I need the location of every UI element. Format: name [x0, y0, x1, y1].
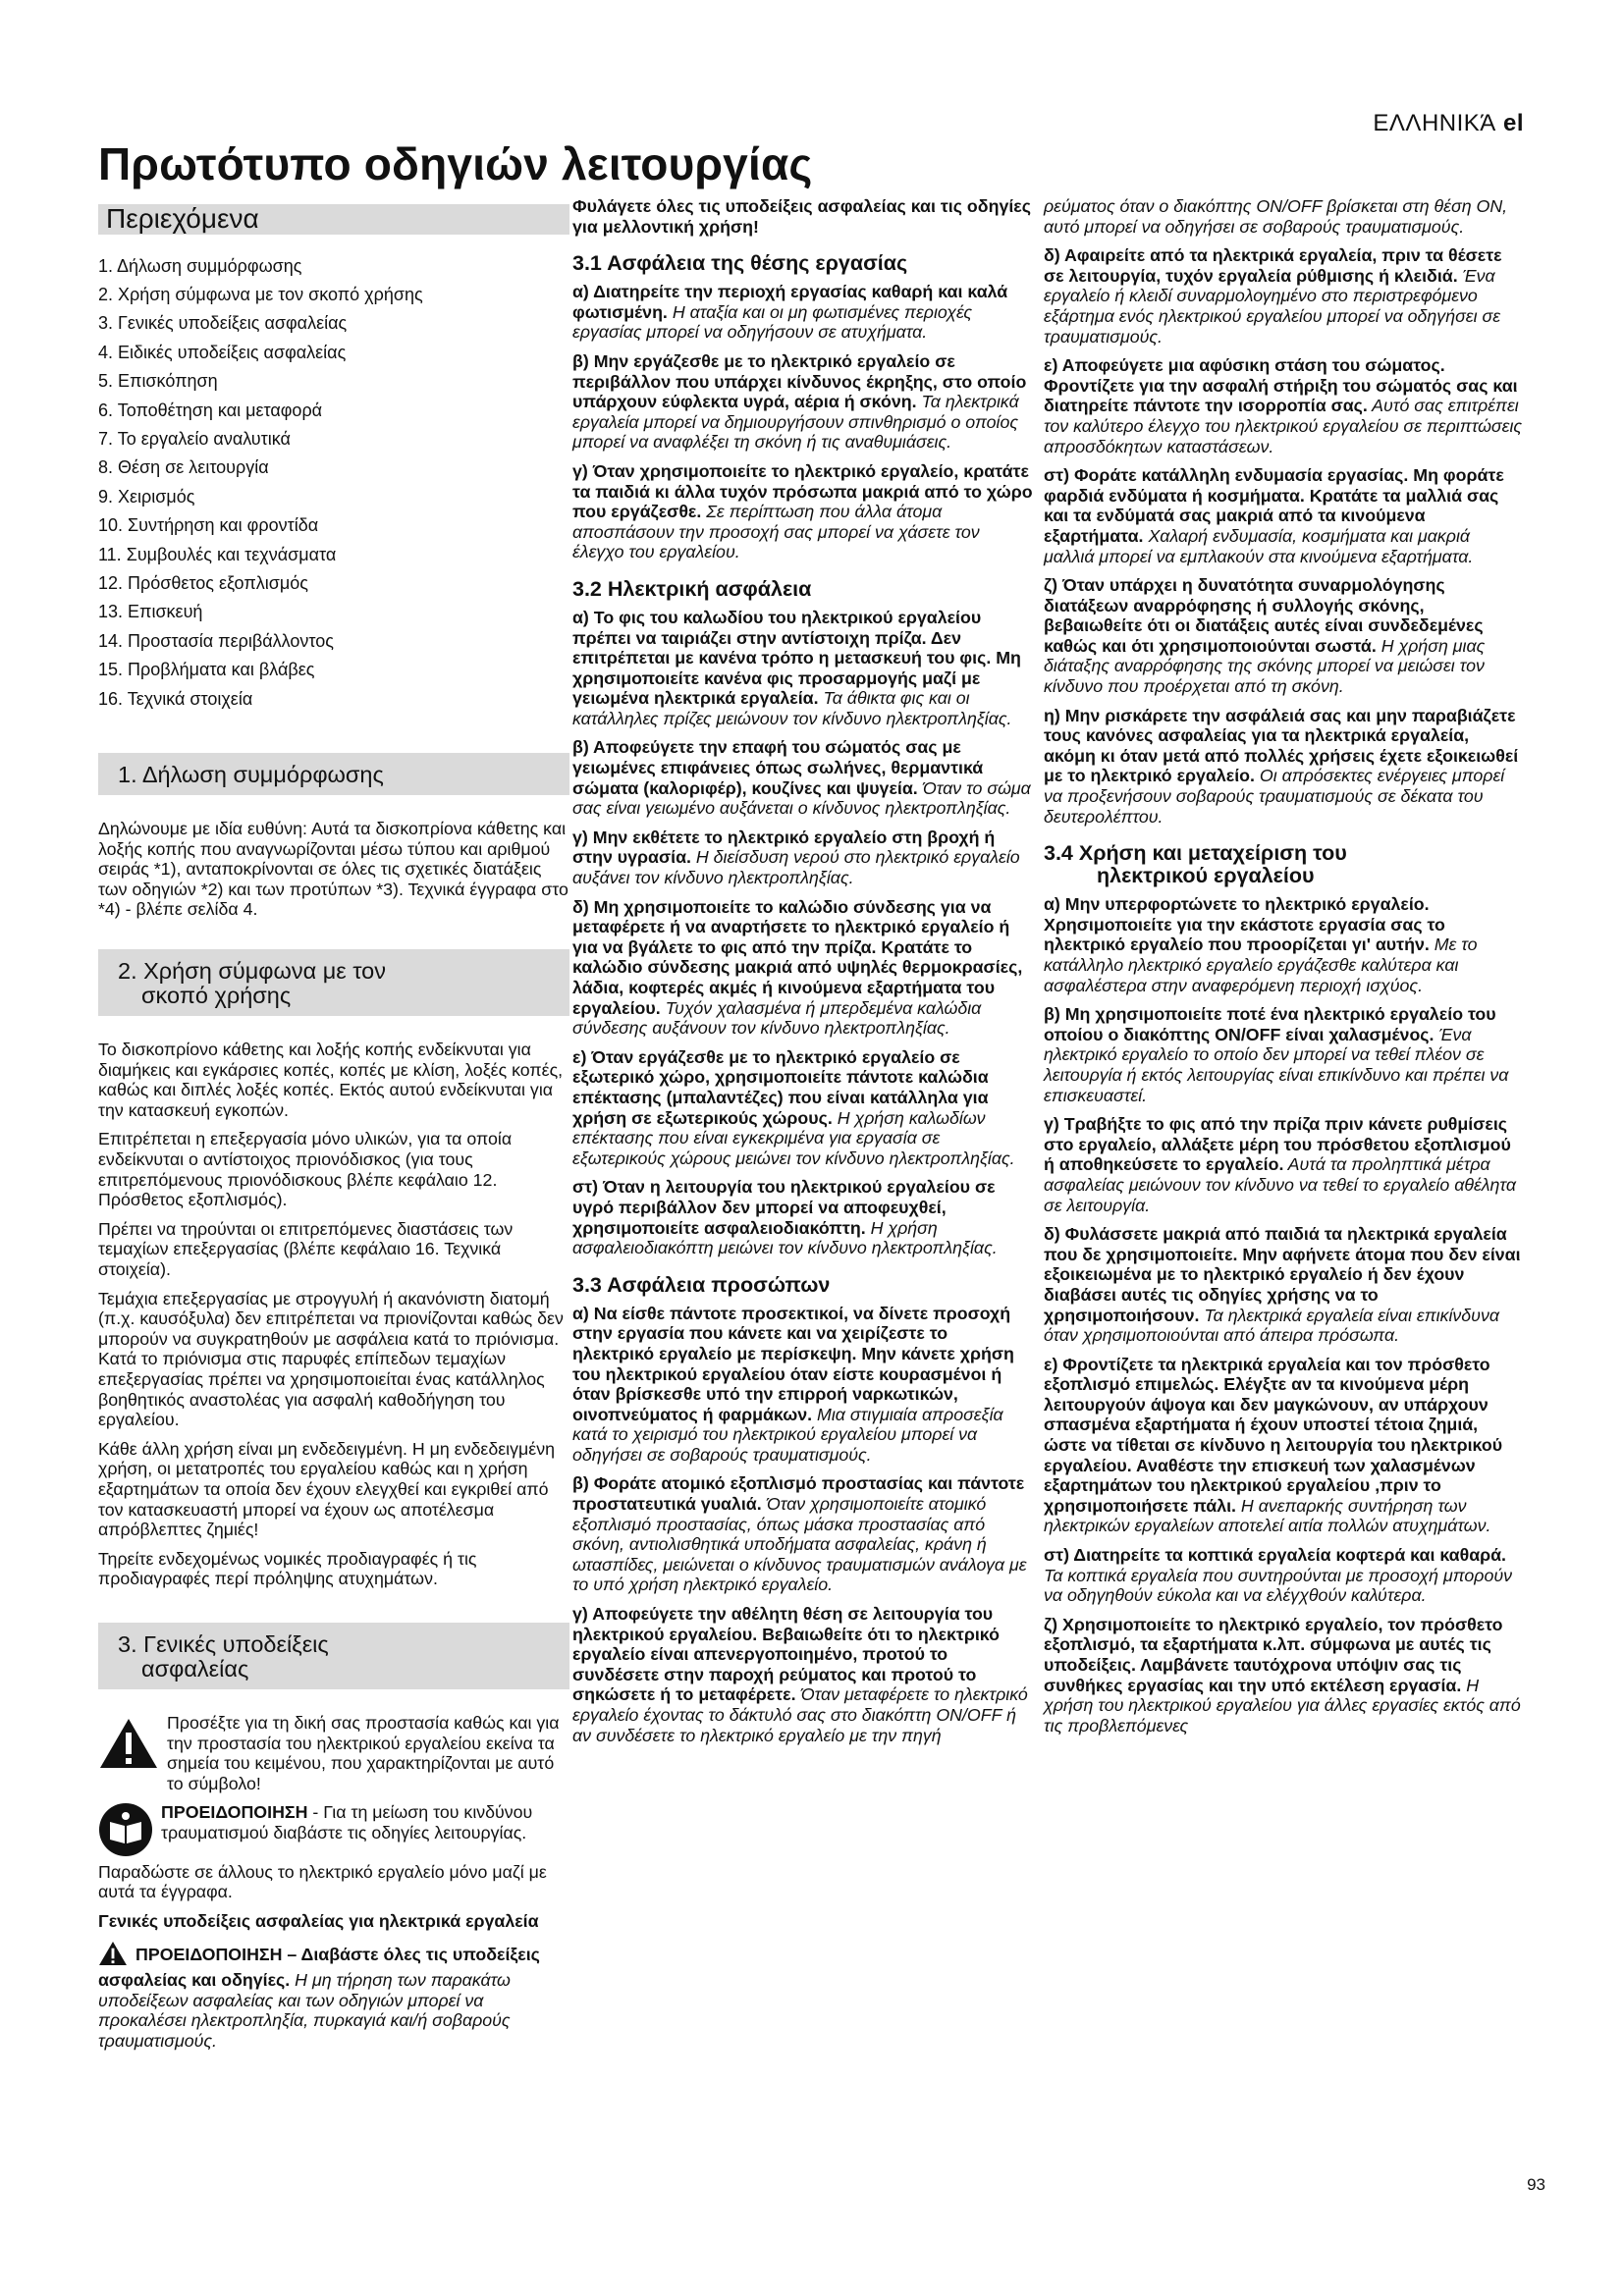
column-2	[572, 196, 1034, 1754]
toc-item: 6. Τοποθέτηση και μεταφορά	[98, 400, 323, 420]
language-label	[1373, 110, 1524, 137]
safety-item	[1044, 465, 1525, 566]
safety-item	[572, 461, 1034, 562]
general-warning-bold: ΠΡΟΕΙΔΟΠΟΙΗΣΗ – Διαβάστε όλες τις υποδείξεις ασφαλείας και οδηγίες.	[98, 1944, 540, 1991]
safety-item-explanation: Η χρήση μιας διάταξης αναρρόφησης της σκόνης μπορεί να μειώσει τον κίνδυνο που προέρχεται από τη σκόνη.	[1044, 635, 1486, 697]
warning-triangle-small-icon	[98, 1941, 128, 1971]
toc-item: 15. Προβλήματα και βλάβες	[98, 660, 315, 680]
safety-item-explanation: Η χρήση του ηλεκτρικού εργαλείου για άλλες εργασίες εκτός από τις προβλεπόμενες	[1044, 1675, 1521, 1735]
safety-item-explanation: Χαλαρή ενδυμασία, κοσμήματα και μακριά μαλλιά μπορεί να εμπλακούν στα κινούμενα εξαρτήματα.	[1044, 525, 1474, 566]
safety-item-explanation: Η διείσδυση νερού στο ηλεκτρικό εργαλείο αυξάνει τον κίνδυνο ηλεκτροπληξίας.	[572, 847, 1020, 888]
safety-item	[1044, 894, 1525, 995]
section-3-heading-line1: 3. Γενικές υποδείξεις	[118, 1630, 329, 1657]
general-warning	[98, 1941, 569, 2052]
safety-item	[1044, 1355, 1525, 1536]
section-3-2-items	[572, 608, 1034, 1258]
read-manual-text: - Για τη μείωση του κινδύνου τραυματισμού διαβάστε τις οδηγίες λειτουργίας.	[161, 1802, 533, 1842]
safety-item	[572, 351, 1034, 453]
safety-item-rule: ε) Όταν εργάζεσθε με το ηλεκτρικό εργαλείο σε εξωτερικό χώρο, χρησιμοποιείτε πάντοτε καλώδια επέκτασης (μπαλαντέζες) που είναι κατάλληλα για χρήση σε εξωτερικούς χώρους.	[572, 1046, 989, 1128]
safety-item-rule: δ) Μη χρησιμοποιείτε το καλώδιο σύνδεσης για να μεταφέρετε ή να αναρτήσετε το ηλεκτρικό εργαλείο ή για να βγάλετε το φις από την πρίζα. Κρατάτε το καλώδιο σύνδεσης μακριά από υψηλές θερμοκρασίες, λάδια, κοφτερές ακμές ή κινούμενα εξαρτήματα του εργαλείου.	[572, 896, 1023, 1018]
safety-item-explanation: Ένα εργαλείο ή κλειδί συναρμολογημένο στο περιστρεφόμενο εξάρτημα ενός ηλεκτρικού εργαλείου μπορεί να οδηγήσει σε τραυματισμούς.	[1044, 265, 1501, 347]
safety-item-rule: β) Φοράτε ατομικό εξοπλισμό προστασίας και πάντοτε προστατευτικά γυαλιά.	[572, 1473, 1025, 1515]
language-code: el	[1502, 110, 1524, 136]
read-manual-note	[98, 1802, 569, 1842]
safety-item	[572, 1304, 1034, 1466]
warning-note-text: Προσέξτε για τη δική σας προστασία καθώς και για την προστασία του ηλεκτρικού εργαλείου εκείνα τα σημεία του κειμένου, που χαρακτηρίζονται με αυτό το σύμβολο!	[167, 1712, 560, 1793]
safety-item-explanation: Αυτό σας επιτρέπει τον καλύτερο έλεγχο του ηλεκτρικού εργαλείου σε περιπτώσεις απροσδόκητων καταστάσεων.	[1044, 396, 1523, 456]
safety-item-rule: γ) Όταν χρησιμοποιείτε το ηλεκτρικό εργαλείο, κρατάτε τα παιδιά κι άλλα τυχόν πρόσωπα μακριά από το χώρο που εργάζεσθε.	[572, 460, 1033, 522]
section-3-3-items	[572, 1304, 1034, 1745]
safety-item	[1044, 1114, 1525, 1215]
safety-item-explanation: Όταν χρησιμοποιείτε ατομικό εξοπλισμό προστασίας, όπως μάσκα προστασίας από σκόνη, αντιολισθητικά υποδήματα ασφαλείας, κράνη ή ωτασπίδες, μειώνεται ο κίνδυνος τραυματισμών ανάλογα με το υπό χρήση ηλεκτρικό εργαλείο.	[572, 1494, 1027, 1595]
safety-item-explanation: Η χρήση ασφαλειοδιακόπτη μειώνει τον κίνδυνο ηλεκτροπληξίας.	[572, 1217, 998, 1258]
section-3-4-heading-line2: ηλεκτρικού εργαλείου	[1097, 864, 1315, 888]
section-3-heading-line2: ασφαλείας	[141, 1655, 249, 1682]
toc-item: 3. Γενικές υποδείξεις ασφαλείας	[98, 313, 348, 334]
safety-item	[572, 828, 1034, 888]
general-safety-heading: Γενικές υποδείξεις ασφαλείας για ηλεκτρικά εργαλεία	[98, 1911, 539, 1932]
section-3-4-heading	[1044, 842, 1525, 887]
safety-item-explanation: Τυχόν χαλασμένα ή μπερδεμένα καλώδια σύνδεσης αυξάνουν τον κίνδυνο ηλεκτροπληξίας.	[572, 997, 982, 1039]
safety-item-explanation: Οι απρόσεκτες ενέργειες μπορεί να προξενήσουν σοβαρούς τραυματισμούς σε δέκατα του δευτερολέπτου.	[1044, 766, 1505, 827]
safety-item-rule: α) Διατηρείτε την περιοχή εργασίας καθαρή και καλά φωτισμένη.	[572, 282, 1008, 322]
page-number: 93	[1527, 2175, 1545, 2194]
general-warning-italic: Η μη τήρηση των παρακάτω υποδείξεων ασφαλείας και των οδηγιών μπορεί να προκαλέσει ηλεκτροπληξία, πυρκαγιά και/ή σοβαρούς τραυματισμούς.	[98, 1970, 511, 2052]
safety-item-explanation: Τα ηλεκτρικά εργαλεία είναι επικίνδυνα όταν χρησιμοποιούνται από άπειρα πρόσωπα.	[1044, 1305, 1499, 1346]
page-title: Πρωτότυπο οδηγιών λειτουργίας	[98, 138, 813, 189]
toc-item: 1. Δήλωση συμμόρφωσης	[98, 255, 302, 276]
safety-item-rule: η) Μην ρισκάρετε την ασφάλειά σας και μην παραβιάζετε τους κανόνες ασφαλείας για τα ηλεκτρικά εργαλεία, ακόμη κι όταν μετά από πολλές χρήσεις έχετε εξοικειωθεί με το ηλεκτρικό εργαλείο.	[1044, 705, 1519, 786]
toc-item: 4. Ειδικές υποδείξεις ασφαλείας	[98, 342, 347, 362]
toc-item: 14. Προστασία περιβάλλοντος	[98, 630, 334, 651]
safety-item	[1044, 1004, 1525, 1105]
safety-item	[1044, 575, 1525, 697]
safety-item-rule: β) Μη χρησιμοποιείτε ποτέ ένα ηλεκτρικό εργαλείο του οποίου ο διακόπτης ON/OFF είναι χαλασμένος.	[1044, 1004, 1496, 1044]
safety-item	[572, 1604, 1034, 1745]
safety-item-explanation: Η αταξία και οι μη φωτισμένες περιοχές εργασίας μπορεί να οδηγήσουν σε ατυχήματα.	[572, 301, 972, 343]
keep-instructions: Φυλάγετε όλες τις υποδείξεις ασφαλείας και τις οδηγίες για μελλοντική χρήση!	[572, 196, 1031, 237]
safety-item-rule: ε) Αποφεύγετε μια αφύσικη στάση του σώματος. Φροντίζετε για την ασφαλή στήριξη του σώματός σας και διατηρείτε πάντοτε την ισορροπία σας.	[1044, 355, 1518, 416]
safety-item-explanation: Σε περίπτωση που άλλα άτομα αποσπάσουν την προσοχή σας μπορεί να χάσετε τον έλεγχο του εργαλείου.	[572, 502, 980, 562]
section-2-paragraph: Κάθε άλλη χρήση είναι μη ενδεδειγμένη. Η μη ενδεδειγμένη χρήση, οι μετατροπές του εργαλείου καθώς και η χρήση εξαρτημάτων τα οποία δεν έχουν ελεγχθεί και εγκριθεί από τον κατασκευαστή μπορεί να έχουν ως αποτέλεσμα απρόβλεπτες ζημιές!	[98, 1438, 555, 1540]
safety-item-explanation: Με το κατάλληλο ηλεκτρικό εργαλείο εργάζεσθε καλύτερα και ασφαλέστερα στην αναφερόμενη περιοχή ισχύος.	[1044, 934, 1478, 995]
toc-item: 9. Χειρισμός	[98, 486, 195, 507]
toc-list	[98, 252, 569, 715]
safety-item-explanation: Η ανεπαρκής συντήρηση των ηλεκτρικών εργαλείων αποτελεί αιτία πολλών ατυχημάτων.	[1044, 1495, 1491, 1536]
safety-item	[1044, 355, 1525, 456]
section-3-2-heading: 3.2 Ηλεκτρική ασφάλεια	[572, 576, 812, 601]
safety-item-rule: β) Μην εργάζεσθε με το ηλεκτρικό εργαλείο σε περιβάλλον που υπάρχει κίνδυνος έκρηξης, στο οποίο υπάρχουν εύφλεκτα υγρά, αέρια ή σκόνη.	[572, 350, 1027, 412]
safety-item	[1044, 245, 1525, 347]
safety-item	[572, 1177, 1034, 1257]
safety-item-rule: α) Το φις του καλωδίου του ηλεκτρικού εργαλείου πρέπει να ταιριάζει στην αντίστοιχη πρίζα. Δεν επιτρέπεται με κανένα τρόπο η μετασκευή του φις. Μη χρησιμοποιείτε κανένα φις προσαρμογής μαζί με γειωμένα ηλεκτρικά εργαλεία.	[572, 607, 1021, 709]
safety-item	[1044, 1545, 1525, 1606]
safety-item	[1044, 1224, 1525, 1346]
safety-item-explanation: Τα κοπτικά εργαλεία που συντηρούνται με προσοχή μπορούν να οδηγηθούν εύκολα και να ελέγχθούν καλύτερα.	[1044, 1565, 1513, 1606]
toc-heading: Περιεχόμενα	[98, 204, 569, 235]
warning-note	[98, 1713, 569, 1793]
safety-item-rule: α) Να είσθε πάντοτε προσεκτικοί, να δίνετε προσοχή στην εργασία που κάνετε και να χειρίζεστε το ηλεκτρικό εργαλείο με περίσκεψη. Μην κάνετε χρήση του ηλεκτρικού εργαλείου όταν είστε κουρασμένοι ή όταν βρίσκεσθε υπό την επιρροή ναρκωτικών, οινοπνεύματος ή φαρμάκων.	[572, 1303, 1014, 1424]
section-2-paragraph: Τηρείτε ενδεχομένως νομικές προδιαγραφές ή τις προδιαγραφές περί πρόληψης ατυχημάτων.	[98, 1548, 477, 1589]
column-1	[98, 204, 569, 2060]
safety-item	[572, 608, 1034, 729]
section-2-heading-line1: 2. Χρήση σύμφωνα με τον	[118, 958, 387, 985]
safety-item-rule: στ) Φοράτε κατάλληλη ενδυμασία εργασίας. Μη φοράτε φαρδιά ενδύματα ή κοσμήματα. Κρατάτε τα μαλλιά σας και τα ενδύματά σας μακριά από τα κινούμενα εξαρτήματα.	[1044, 465, 1504, 546]
safety-item	[572, 282, 1034, 343]
safety-item-rule: ζ) Χρησιμοποιείτε το ηλεκτρικό εργαλείο, τον πρόσθετο εξοπλισμό, τα εξαρτήματα κ.λπ. σύμφωνα με αυτές τις υποδείξεις. Λαμβάνετε ταυτόχρονα υπόψιν σας τις συνθήκες εργασίας και την υπό εκτέλεση εργασία.	[1044, 1614, 1503, 1695]
safety-item-rule: γ) Τραβήξτε το φις από την πρίζα πριν κάνετε ρυθμίσεις στο εργαλείο, αλλάξετε μέρη του πρόσθετου εξοπλισμού ή αποθηκεύσετε το εργαλείο.	[1044, 1114, 1511, 1175]
section-3-4-items	[1044, 894, 1525, 1735]
section-1-heading: 1. Δήλωση συμμόρφωσης	[98, 753, 569, 795]
safety-item-explanation: Τα ηλεκτρικά εργαλεία μπορεί να δημιουργήσουν σπινθηρισμό ο οποίος μπορεί να αναφλέξει τη σκόνη ή τις αναθυμιάσεις.	[572, 392, 1019, 453]
safety-item-rule: β) Αποφεύγετε την επαφή του σώματός σας με γειωμένες επιφάνειες όπως σωλήνες, θερμαντικά σώματα (καλοριφέρ), κουζίνες και ψυγεία.	[572, 737, 984, 798]
safety-item-explanation: Αυτά τα προληπτικά μέτρα ασφαλείας μειώνουν τον κίνδυνο να τεθεί το εργαλείο αθέλητα σε λειτουργία.	[1044, 1154, 1516, 1215]
toc-item: 7. Το εργαλείο αναλυτικά	[98, 429, 291, 450]
read-manual-warning: ΠΡΟΕΙΔΟΠΟΙΗΣΗ	[161, 1802, 308, 1823]
safety-item	[572, 1047, 1034, 1169]
safety-item-rule: στ) Όταν η λειτουργία του ηλεκτρικού εργαλείου σε υγρό περιβάλλον δεν μπορεί να αποφευχθεί, χρησιμοποιείτε ασφαλειοδιακόπτη.	[572, 1177, 996, 1238]
toc-item: 11. Συμβουλές και τεχνάσματα	[98, 544, 337, 564]
safety-item-rule: ζ) Όταν υπάρχει η δυνατότητα συναρμολόγησης διατάξεων αναρρόφησης ή συλλογής σκόνης, βεβαιωθείτε ότι οι διατάξεις αυτές είναι συνδεδεμένες καθώς και ότι χρησιμοποιούνται σωστά.	[1044, 575, 1484, 656]
toc-item: 2. Χρήση σύμφωνα με τον σκοπό χρήσης	[98, 285, 423, 304]
toc-item: 16. Τεχνικά στοιχεία	[98, 688, 253, 709]
section-3-heading	[98, 1623, 569, 1689]
safety-item-rule: α) Μην υπερφορτώνετε το ηλεκτρικό εργαλείο. Χρησιμοποιείτε για την εκάστοτε εργασία σας το ηλεκτρικό εργαλείο που προορίζεται γι' αυτήν.	[1044, 894, 1445, 955]
safety-item-rule: γ) Αποφεύγετε την αθέλητη θέση σε λειτουργία του ηλεκτρικού εργαλείου. Βεβαιωθείτε ότι το ηλεκτρικό εργαλείο είναι απενεργοποιημένο, προτού το συνδέσετε στην παροχή ρεύματος και προτού το σηκώσετε ή το μεταφέρετε.	[572, 1604, 1000, 1705]
safety-item	[1044, 706, 1525, 828]
safety-item-explanation: Ένα ηλεκτρικό εργαλείο το οποίο δεν μπορεί να τεθεί πλέον σε λειτουργία ή εκτός λειτουργίας είναι επικίνδυνο και πρέπει να επισκευαστεί.	[1044, 1024, 1509, 1105]
section-2-paragraph: Τεμάχια επεξεργασίας με στρογγυλή ή ακανόνιστη διατομή (π.χ. καυσόξυλα) δεν επιτρέπεται να πριονίζονται καθώς δεν μπορούν να συγκρατηθούν με ασφάλεια κατά το πριόνισμα. Κατά το πριόνισμα στις παρυφές επίπεδων τεμαχίων επεξεργασίας πρέπει να χρησιμοποιείται ένας κατάλληλος βοηθητικός αναστολέας για ασφαλή καθοδήγηση του εργαλείου.	[98, 1288, 564, 1430]
handover-note: Παραδώστε σε άλλους το ηλεκτρικό εργαλείο μόνο μαζί με αυτά τα έγγραφα.	[98, 1861, 547, 1902]
safety-item-explanation: Τα άθικτα φις και οι κατάλληλες πρίζες μειώνουν τον κίνδυνο ηλεκτροπληξίας.	[572, 688, 1012, 728]
toc-item: 8. Θέση σε λειτουργία	[98, 457, 269, 478]
safety-item-rule: ε) Φροντίζετε τα ηλεκτρικά εργαλεία και τον πρόσθετο εξοπλισμό επιμελώς. Ελέγξτε αν τα κινούμενα μέρη λειτουργούν άψογα και δεν μαγκώνουν, αν υπάρχουν σπασμένα εξαρτήματα ή έχουν υποστεί τέτοια ζημιά, ώστε να τίθεται σε κίνδυνο η λειτουργία του ηλεκτρικού εργαλείου. Αναθέστε την επισκευή των χαλασμένων εξαρτημάτων του ηλεκτρικού εργαλείου ,πριν το χρησιμοποιήσετε πάλι.	[1044, 1354, 1503, 1516]
safety-item	[572, 897, 1034, 1039]
safety-item	[572, 737, 1034, 818]
section-2-body	[98, 1040, 569, 1589]
safety-item-rule: δ) Φυλάσσετε μακριά από παιδιά τα ηλεκτρικά εργαλεία που δε χρησιμοποιείτε. Μην αφήνετε άτομα που δεν είναι εξοικειωμένα με το ηλεκτρικό εργαλείο ή δεν έχουν διαβάσει αυτές τις οδηγίες χρήσης να το χρησιμοποιήσουν.	[1044, 1224, 1521, 1325]
safety-item-explanation: Μια στιγμιαία απροσεξία κατά το χειρισμό του ηλεκτρικού εργαλείου μπορεί να οδηγήσει σε σοβαρούς τραυματισμούς.	[572, 1404, 1003, 1465]
safety-item-rule: δ) Αφαιρείτε από τα ηλεκτρικά εργαλεία, πριν τα θέσετε σε λειτουργία, τυχόν εργαλεία ρύθμισης ή κλειδιά.	[1044, 245, 1502, 286]
warning-triangle-icon	[98, 1717, 159, 1775]
safety-item	[572, 1473, 1034, 1595]
section-2-paragraph: Το δισκοπρίονο κάθετης και λοξής κοπής ενδείκνυται για διαμήκεις και εγκάρσιες κοπές, κοπές με κλίση, λοξές κοπές, καθώς και διπλές λοξές κοπές. Εκτός αυτού ενδείκνυται για την κατασκευή εγκοπών.	[98, 1040, 564, 1120]
section-2-paragraph: Πρέπει να τηρούνται οι επιτρεπόμενες διαστάσεις των τεμαχίων επεξεργασίας (βλέπε κεφάλαιο 16. Τεχνικά στοιχεία).	[98, 1218, 514, 1279]
section-1-body: Δηλώνουμε με ιδία ευθύνη: Αυτά τα δισκοπρίονα κάθετης και λοξής κοπής που αναγνωρίζονται μέσω τύπου και αριθμού σειράς *1), ανταποκρίνονται σε όλες τις σχετικές διατάξεις των οδηγιών *2) και των προτύπων *3). Τεχνικά έγγραφα στο *4) - βλέπε σελίδα 4.	[98, 819, 568, 920]
safety-item-explanation: Η χρήση καλωδίων επέκτασης που είναι εγκεκριμένα για εργασία σε εξωτερικούς χώρους μειώνει τον κίνδυνο ηλεκτροπληξίας.	[572, 1107, 1015, 1168]
safety-item-explanation: Όταν μεταφέρετε το ηλεκτρικό εργαλείο έχοντας το δάκτυλό σας στο διακόπτη ON/OFF ή αν συνδέσετε το ηλεκτρικό εργαλείο με την πηγή	[572, 1684, 1028, 1745]
safety-item-rule: στ) Διατηρείτε τα κοπτικά εργαλεία κοφτερά και καθαρά.	[1044, 1545, 1506, 1566]
toc-item: 13. Επισκευή	[98, 602, 203, 622]
language-name: ΕΛΛΗΝΙΚΆ	[1373, 110, 1496, 136]
toc-item: 10. Συντήρηση και φροντίδα	[98, 515, 319, 536]
safety-item	[1044, 1615, 1525, 1736]
continued-text: ρεύματος όταν ο διακόπτης ON/OFF βρίσκεται στη θέση ON, αυτό μπορεί να οδηγήσει σε σοβαρούς τραυματισμούς.	[1044, 196, 1508, 237]
section-3-3-more-items	[1044, 245, 1525, 827]
read-manual-icon	[98, 1802, 153, 1862]
section-3-4-heading-line1: 3.4 Χρήση και μεταχείριση του	[1044, 841, 1347, 866]
section-2-heading	[98, 949, 569, 1016]
toc-item: 12. Πρόσθετος εξοπλισμός	[98, 573, 308, 594]
section-2-paragraph: Επιτρέπεται η επεξεργασία μόνο υλικών, για τα οποία ενδείκνυται ο αντίστοιχος πριονόδισκος (για τους επιτρεπόμενους πριονόδισκους βλέπε κεφάλαιο 12. Πρόσθετος εξοπλισμός).	[98, 1129, 513, 1210]
safety-item-rule: γ) Μην εκθέτετε το ηλεκτρικό εργαλείο στη βροχή ή στην υγρασία.	[572, 827, 996, 868]
section-3-1-items	[572, 282, 1034, 562]
safety-item-explanation: Όταν το σώμα σας είναι γειωμένο αυξάνεται ο κίνδυνος ηλεκτροπληξίας.	[572, 777, 1031, 819]
section-3-3-heading: 3.3 Ασφάλεια προσώπων	[572, 1272, 831, 1297]
column-3	[1044, 196, 1525, 1744]
toc-item: 5. Επισκόπηση	[98, 371, 218, 392]
section-2-heading-line2: σκοπό χρήσης	[141, 983, 292, 1009]
section-3-1-heading: 3.1 Ασφάλεια της θέσης εργασίας	[572, 251, 908, 276]
